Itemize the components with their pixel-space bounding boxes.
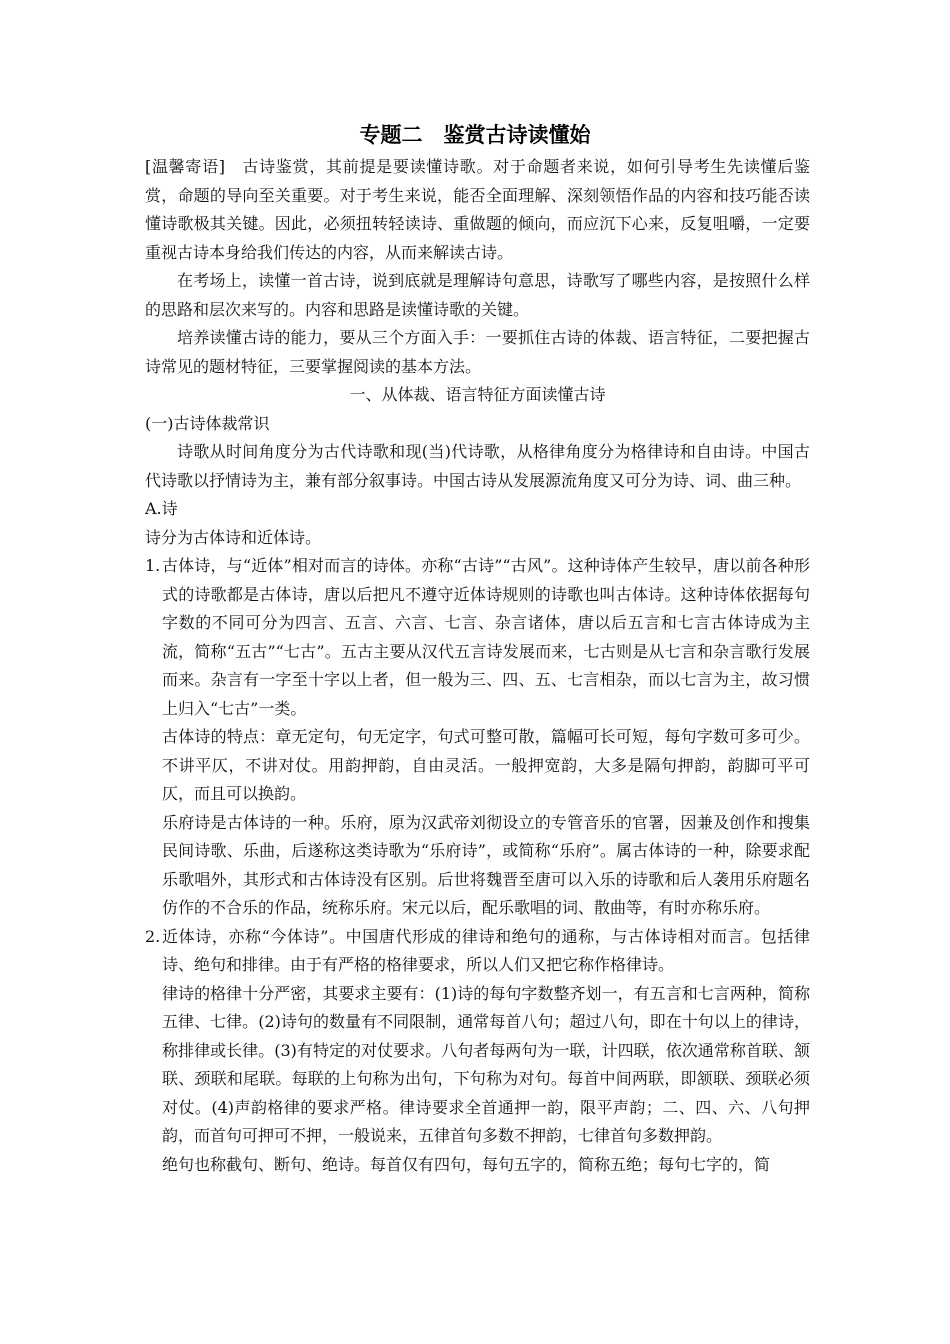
paragraph: 在考场上，读懂一首古诗，说到底就是理解诗句意思，诗歌写了哪些内容，是按照什么样的思路和层次来写的。内容和思路是读懂诗歌的关键。 — [145, 271, 810, 319]
list-item-text: 近体诗，亦称“今体诗”。中国唐代形成的律诗和绝句的通称，与古体诗相对而言。包括律诗、绝句和排律。由于有严格的格律要求，所以人们又把它称作格律诗。 — [162, 926, 810, 974]
paragraph: 律诗的格律十分严密，其要求主要有：(1)诗的每句字数整齐划一，有五言和七言两种，简称五律、七律。(2)诗句的数量有不同限制，通常每首八句；超过八句，即在十句以上的律诗，称排律或长律。(3)有特定的对仗要求。八句者每两句为一联，计四联，依次通常称首联、颔联、颈联和尾联。每联的上句称为出句，下句称为对句。每首中间两联，即颔联、颈联必须对仗。(4)声韵格律的要求严格。律诗要求全首通押一韵，限平声韵；二、四、六、八句押韵，而首句可押可不押，一般说来，五律首句多数不押韵，七律首句多数押韵。 — [162, 983, 810, 1145]
paragraph: 绝句也称截句、断句、绝诗。每首仅有四句，每句五字的，简称五绝；每句七字的，简 — [162, 1154, 771, 1174]
paragraph: 培养读懂古诗的能力，要从三个方面入手：一要抓住古诗的体裁、语言特征，二要把握古诗常见的题材特征，三要掌握阅读的基本方法。 — [145, 328, 810, 376]
paragraph: 乐府诗是古体诗的一种。乐府，原为汉武帝刘彻设立的专管音乐的官署，因兼及创作和搜集民间诗歌、乐曲，后遂称这类诗歌为“乐府诗”，或简称“乐府”。属古体诗的一种，除要求配乐歌唱外，其形式和古体诗没有区别。后世将魏晋至唐可以入乐的诗歌和后人袭用乐府题名仿作的不合乐的作品，统称乐府。宋元以后，配乐歌唱的词、散曲等，有时亦称乐府。 — [162, 812, 810, 917]
paragraph: 古体诗的特点：章无定句，句无定字，句式可整可散，篇幅可长可短，每句字数可多可少。不讲平仄，不讲对仗。用韵押韵，自由灵活。一般押宽韵，大多是隔句押韵，韵脚可平可仄，而且可以换韵。 — [162, 727, 810, 803]
document-body — [145, 153, 810, 1179]
paragraph: 诗歌从时间角度分为古代诗歌和现(当)代诗歌，从格律角度分为格律诗和自由诗。中国古代诗歌以抒情诗为主，兼有部分叙事诗。中国古诗从发展源流角度又可分为诗、词、曲三种。 — [145, 442, 810, 490]
list-item-text: 古体诗，与“近体”相对而言的诗体。亦称“古诗”“古风”。这种诗体产生较早，唐以前各种形式的诗歌都是古体诗，唐以后把凡不遵守近体诗规则的诗歌也叫古体诗。这种诗体依据每句字数的不同可分为四言、五言、六言、七言、杂言诸体，唐以后五言和七言古体诗成为主流，简称“五古”“七古”。五古主要从汉代五言诗发展而来，七古则是从七言和杂言歌行发展而来。杂言有一字至十字以上者，但一般为三、四、五、七言相杂，而以七言为主，故习惯上归入“七古”一类。 — [162, 556, 810, 718]
paragraph: 诗分为古体诗和近体诗。 — [145, 527, 322, 547]
list-number: 2. — [145, 926, 161, 946]
list-number: 1. — [145, 556, 161, 575]
list-item-1 — [145, 552, 810, 723]
page-title: 专题二 鉴赏古诗读懂始 — [359, 123, 591, 147]
subsection-heading: (一)古诗体裁常识 — [145, 413, 270, 433]
label-a: A.诗 — [145, 499, 178, 518]
intro-paragraph: [温馨寄语] 古诗鉴赏，其前提是要读懂诗歌。对于命题者来说，如何引导考生先读懂后鉴赏，命题的导向至关重要。对于考生来说，能否全面理解、深刻领悟作品的内容和技巧能否读懂诗歌极其关键。因此，必须扭转轻读诗、重做题的倾向，而应沉下心来，反复咀嚼，一定要重视古诗本身给我们传达的内容，从而来解读古诗。 — [145, 157, 810, 262]
list-item-2 — [145, 923, 810, 980]
section-heading: 一、从体裁、语言特征方面读懂古诗 — [349, 385, 606, 404]
